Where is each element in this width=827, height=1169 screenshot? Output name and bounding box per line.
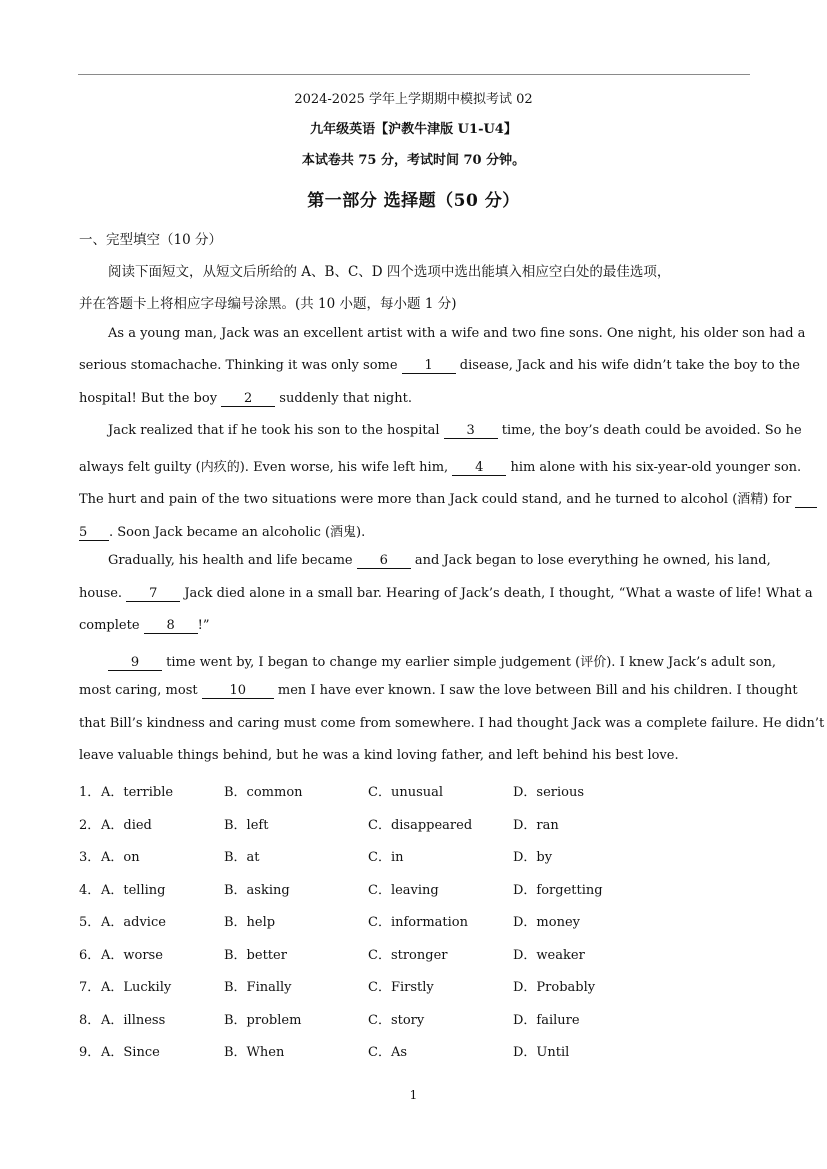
question-number: 8．: [79, 1012, 101, 1028]
exam-info: 本试卷共 75 分，考试时间 70 分钟。: [301, 153, 526, 168]
option-b: B．When: [224, 1045, 285, 1060]
option-b: B．at: [224, 850, 260, 865]
passage-text: The hurt and pain of the two situations were more than Jack could stand, and he turned to alcohol (酒精) for: [79, 492, 796, 507]
passage-text: complete: [79, 618, 144, 633]
passage-text: men I have ever known. I saw the love between Bill and his children. I thought: [273, 683, 798, 698]
passage-line: [79, 488, 796, 508]
option-c: C．unusual: [368, 785, 444, 800]
blank-1: 1: [402, 359, 456, 374]
option-a: A．worse: [101, 947, 163, 963]
blank-2: 2: [221, 392, 275, 407]
question-number: 3．: [79, 850, 101, 865]
passage-line: [108, 553, 771, 569]
option-c: C．in: [368, 850, 404, 865]
option-c: C．stronger: [368, 947, 448, 963]
option-c: C．information: [368, 915, 468, 930]
passage-text: time, the boy’s death could be avoided. So he: [497, 423, 802, 438]
option-a: A．Luckily: [101, 980, 172, 995]
exam-subtitle: 九年级英语【沪教牛津版 U1-U4】: [310, 122, 517, 137]
passage-text: him alone with his six-year-old younger son.: [506, 460, 802, 475]
blank-5: 5: [79, 526, 109, 541]
blank-3: 3: [444, 424, 498, 439]
exam-title: 2024-2025 学年上学期期中模拟考试 02: [294, 92, 533, 107]
question-number: 1．: [79, 785, 101, 800]
instruction-line: 并在答题卡上将相应字母编号涂黑。(共 10 小题，每小题 1 分): [79, 296, 457, 312]
option-d: D．forgetting: [513, 882, 603, 898]
option-a: A．Since: [101, 1045, 160, 1060]
option-c: C．leaving: [368, 882, 439, 898]
option-c: C．story: [368, 1012, 425, 1028]
passage-text: Jack died alone in a small bar. Hearing of Jack’s death, I thought, “What a waste of life! What a: [180, 586, 813, 601]
option-b: B．left: [224, 817, 269, 833]
option-a: A．died: [101, 817, 152, 833]
option-a: A．on: [101, 850, 140, 865]
option-a: A．illness: [101, 1012, 166, 1028]
section-heading: 一、完型填空（10 分）: [79, 232, 222, 248]
passage-text: and Jack began to lose everything he owned, his land,: [410, 553, 771, 568]
passage-text: suddenly that night.: [275, 391, 412, 406]
passage-text: time went by, I began to change my earlier simple judgement (评价). I knew Jack’s adult son,: [162, 655, 777, 670]
question-number: 5．: [79, 915, 101, 930]
option-d: D．Until: [513, 1045, 570, 1060]
passage-text: always felt guilty (内疚的). Even worse, his wife left him,: [79, 460, 453, 475]
passage-line: leave valuable things behind, but he was a kind loving father, and left behind his best love.: [79, 748, 679, 763]
blank-5-continuation: [795, 493, 817, 508]
option-a: A．terrible: [101, 785, 174, 800]
passage-line: [108, 651, 777, 671]
option-b: B．common: [224, 785, 303, 800]
question-number: 7．: [79, 980, 101, 995]
option-d: D．money: [513, 915, 580, 930]
option-b: B．problem: [224, 1012, 302, 1028]
passage-line: As a young man, Jack was an excellent artist with a wife and two fine sons. One night, his older son had a: [108, 326, 806, 341]
passage-line: [79, 618, 749, 634]
option-c: C．disappeared: [368, 817, 473, 833]
passage-line: [79, 683, 798, 699]
blank-8: 8: [144, 619, 198, 634]
passage-line: that Bill’s kindness and caring must come from somewhere. I had thought Jack was a complete failure. He didn’t: [79, 716, 825, 731]
question-number: 6．: [79, 947, 101, 963]
question-number: 2．: [79, 817, 101, 833]
passage-line: [108, 423, 802, 439]
blank-4: 4: [452, 461, 506, 476]
blank-7: 7: [126, 587, 180, 602]
passage-line: [79, 586, 813, 602]
option-d: D．serious: [513, 785, 585, 800]
option-b: B．asking: [224, 882, 290, 898]
option-a: A．advice: [101, 915, 166, 930]
passage-text: !”: [197, 618, 210, 633]
blank-10: 10: [202, 684, 274, 699]
option-b: B．better: [224, 947, 287, 963]
option-c: C．Firstly: [368, 980, 434, 995]
question-number: 9．: [79, 1045, 101, 1060]
option-d: D．weaker: [513, 947, 585, 963]
instruction-line: 阅读下面短文，从短文后所给的 A、B、C、D 四个选项中选出能填入相应空白处的最佳选项，: [108, 264, 671, 280]
passage-text: serious stomachache. Thinking it was only some: [79, 358, 402, 373]
part-title: 第一部分 选择题（50 分）: [307, 191, 520, 211]
passage-text: disease, Jack and his wife didn’t take the boy to the: [455, 358, 800, 373]
header-rule: [78, 74, 750, 75]
blank-6: 6: [357, 554, 411, 569]
passage-text: house.: [79, 586, 127, 601]
passage-text: most caring, most: [79, 683, 202, 698]
passage-text: hospital! But the boy: [79, 391, 222, 406]
passage-text: . Soon Jack became an alcoholic (酒鬼).: [109, 525, 366, 540]
blank-9: 9: [108, 656, 162, 671]
passage-line: [79, 358, 800, 374]
option-c: C．As: [368, 1045, 408, 1060]
passage-text: Gradually, his health and life became: [108, 553, 357, 568]
option-a: A．telling: [101, 882, 166, 898]
question-number: 4．: [79, 882, 101, 898]
option-b: B．help: [224, 915, 276, 930]
passage-text: Jack realized that if he took his son to the hospital: [108, 423, 444, 438]
option-d: D．by: [513, 850, 553, 865]
passage-line: [79, 456, 802, 476]
option-d: D．failure: [513, 1012, 580, 1028]
option-b: B．Finally: [224, 980, 292, 995]
passage-line: [79, 391, 749, 407]
passage-line: [79, 521, 749, 541]
option-d: D．ran: [513, 817, 559, 833]
option-d: D．Probably: [513, 980, 596, 995]
page-number: 1: [409, 1088, 418, 1102]
